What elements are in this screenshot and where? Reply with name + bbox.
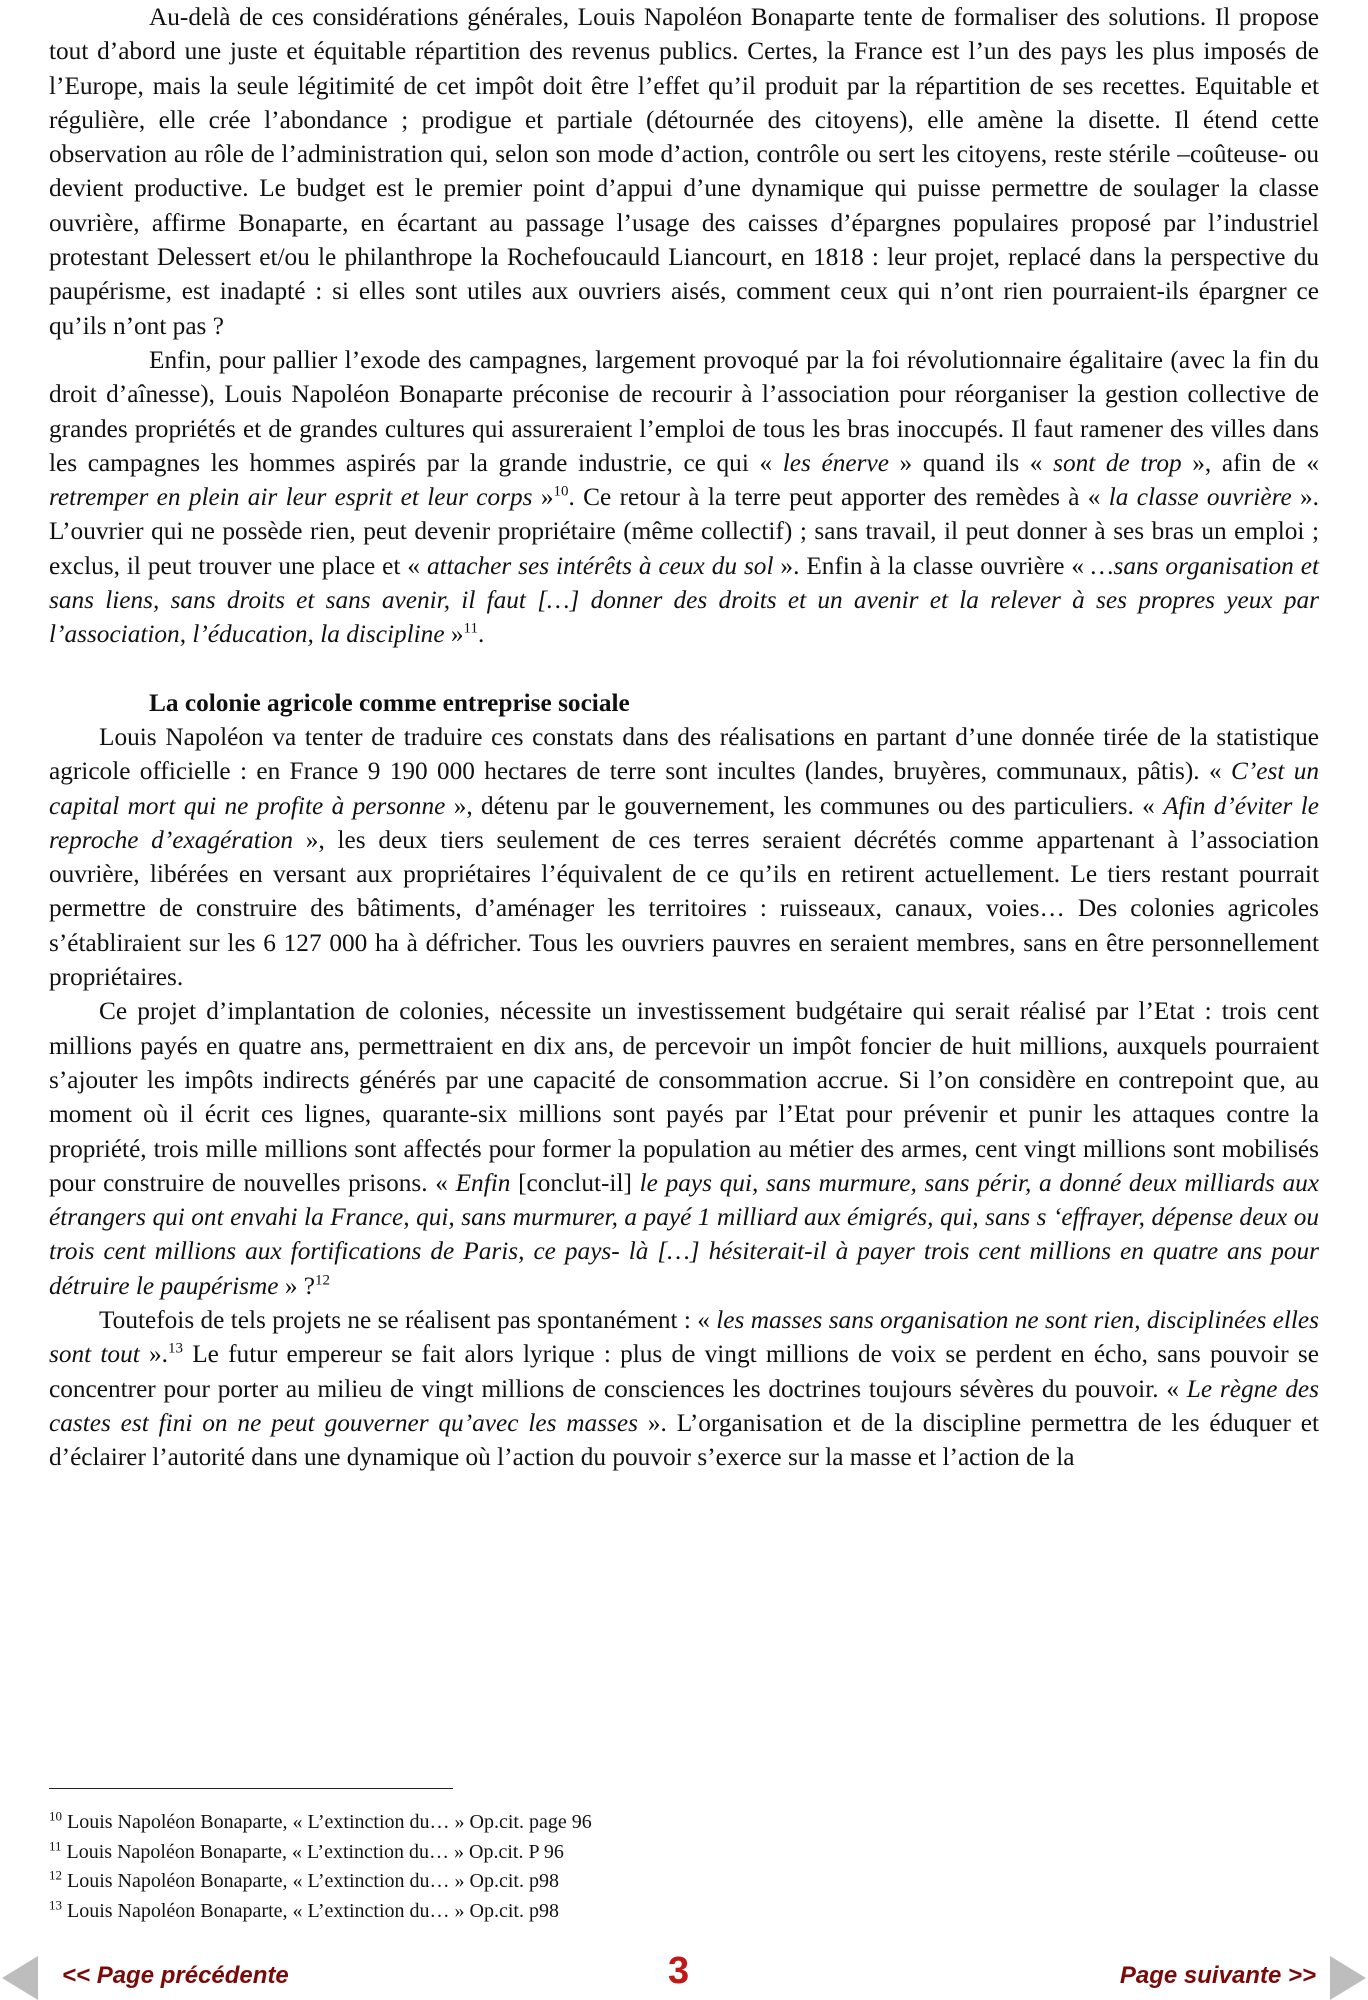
paragraph-3 xyxy=(49,720,1319,994)
quote: Afin d’éviter le reproche d’exagération xyxy=(49,791,1319,854)
paragraph-text: Enfin, pour pallier l’exode des campagnes, largement provoqué par la foi révolutionnaire égalitaire (avec la fin du droit d’aînesse), Louis Napoléon Bonaparte préconise de recourir à l’association pour réorganiser la gestion collective de grandes propriétés et de grandes cultures qui assureraient l’emploi de tous les bras inoccupés. Il faut ramener des villes dans les campagnes les hommes aspirés par la grande industrie, ce qui « xyxy=(49,345,1319,477)
paragraph-text: . xyxy=(478,620,485,649)
footnote xyxy=(49,1867,949,1897)
quote: attacher ses intérêts à ceux du sol xyxy=(426,551,774,580)
arrow-left-icon[interactable] xyxy=(2,1956,38,2000)
footnote-number: 13 xyxy=(49,1896,62,1912)
footnotes xyxy=(49,1808,949,1926)
footnote-text: Louis Napoléon Bonaparte, « L’extinction du… » Op.cit. P 96 xyxy=(61,1840,564,1863)
footnote xyxy=(49,1897,949,1927)
quote: …sans organisation et sans liens, sans droits et sans avenir, il faut […] donner des droits et un avenir et la relever à ses propres yeux par l’association, l’éducation, la discipline xyxy=(49,551,1319,649)
spacer xyxy=(49,652,1319,686)
paragraph-text: » xyxy=(532,483,554,512)
paragraph-text: ». xyxy=(139,1340,168,1369)
paragraph-text: Louis Napoléon va tenter de traduire ces constats dans des réalisations en partant d’une donnée tirée de la statistique agricole officielle : en France 9 190 000 hectares de terre sont incultes (landes, bruyères, communaux, pâtis). « xyxy=(49,722,1319,786)
footnote-separator xyxy=(49,1788,453,1789)
footnote-ref[interactable]: 12 xyxy=(315,1272,331,1289)
document-body xyxy=(49,0,1319,1474)
paragraph-text: », détenu par le gouvernement, les communes ou des particuliers. « xyxy=(445,791,1164,820)
footnote xyxy=(49,1838,949,1868)
paragraph-text: » quand ils « xyxy=(888,448,1054,477)
paragraph-5 xyxy=(49,1303,1319,1474)
quote: la classe ouvrière xyxy=(1108,483,1292,512)
paragraph-text: Ce projet d’implantation de colonies, nécessite un investissement budgétaire qui serait réalisé par l’Etat : trois cent millions payés en quatre ans, permettraient en dix ans, de percevoir un impôt foncier de huit millions, auxquels pourraient s’ajouter les impôts indirects générés par une capacité de consommation accrue. Si l’on considère en contrepoint que, au moment où il écrit ces lignes, quarante-six millions sont payés par l’Etat pour prévenir et punir les attaques contre la propriété, trois mille millions sont affectés pour former la population au métier des armes, cent vingt millions sont mobilisés pour construire de nouvelles prisons. « xyxy=(49,997,1319,1197)
quote: les masses sans organisation ne sont rien, disciplinées elles sont tout xyxy=(49,1305,1319,1369)
footnote-text: Louis Napoléon Bonaparte, « L’extinction du… » Op.cit. p98 xyxy=(62,1870,559,1892)
paragraph-text: ». L’organisation et de la discipline permettra de les éduquer et d’éclairer l’autorité dans une dynamique où l’action du pouvoir s’exerce sur la masse et l’action de la xyxy=(49,1408,1319,1472)
paragraph-text: ». L’ouvrier qui ne possède rien, peut devenir propriétaire (même collectif) ; sans travail, il peut donner à ses bras un emploi ; exclus, il peut trouver une place et « xyxy=(49,483,1320,580)
paragraph-text: », les deux tiers seulement de ces terres seraient décrétés comme appartenant à l’association ouvrière, libérées en versant aux propriétaires l’équivalent de ce qu’ils en retirent actuellement. Le tiers restant pourrait permettre de construire des bâtiments, d’aménager les territoires : ruisseaux, canaux, voies… Des colonies agricoles s’établiraient sur les 6 127 000 ha à défricher. Tous les ouvriers pauvres en seraient membres, sans en être personnellement propriétaires. xyxy=(49,825,1320,992)
paragraph-text: Le futur empereur se fait alors lyrique : plus de vingt millions de voix se perdent en écho, sans pouvoir se concentrer pour porter au milieu de vingt millions de consciences les doctrines toujours sévères du pouvoir. « xyxy=(49,1340,1319,1403)
footnote-text: Louis Napoléon Bonaparte, « L’extinction du… » Op.cit. p98 xyxy=(62,1899,559,1922)
quote: retremper en plein air leur esprit et leur corps xyxy=(49,483,533,512)
quote: sont de trop xyxy=(1053,448,1182,477)
page-navigation xyxy=(0,1950,1368,2000)
quote: Le règne des castes est fini on ne peut gouverner qu’avec les masses xyxy=(49,1374,1320,1437)
footnote-text: Louis Napoléon Bonaparte, « L’extinction du… » Op.cit. page 96 xyxy=(62,1811,592,1833)
section-heading: La colonie agricole comme entreprise sociale xyxy=(149,688,630,717)
quote: les énerve xyxy=(782,448,889,477)
quote: le pays qui, sans murmure, sans périr, a donné deux milliards aux étrangers qui ont envahi la France, qui, sans murmurer, a payé 1 milliard aux émigrés, qui, sans s ‘effrayer, dépense deux ou trois cent millions aux fortifications de Paris, ce pays- là […] hésiterait-il à payer trois cent millions en quatre ans pour détruire le paupérisme xyxy=(49,1168,1319,1300)
quote: Enfin xyxy=(455,1168,511,1197)
paragraph-text: Au-delà de ces considérations générales, Louis Napoléon Bonaparte tente de formaliser des solutions. Il propose tout d’abord une juste et équitable répartition des revenus publics. Certes, la France est l’un des pays les plus imposés de l’Europe, mais la seule légitimité de cet impôt doit être l’effet qu’il produit par la répartition de ses recettes. Equitable et régulière, elle crée l’abondance ; prodigue et partiale (détournée des citoyens), elle amène la disette. Il étend cette observation au rôle de l’administration qui, selon son mode d’action, contrôle ou sert les citoyens, reste stérile –coûteuse- ou devient productive. Le budget est le premier point d’appui d’une dynamique qui puisse permettre de soulager la classe ouvrière, affirme Bonaparte, en écartant au passage l’usage des caisses d’épargnes populaires proposé par l’industriel protestant Delessert et/ou le philanthrope la Rochefoucauld Liancourt, en 1818 : leur projet, replacé dans la perspective du paupérisme, est inadapté : si elles sont utiles aux ouvriers aisés, comment ceux qui n’ont rien pourraient-ils épargner ce qu’ils n’ont pas ? xyxy=(49,3,1319,340)
footnote-number: 11 xyxy=(49,1837,62,1853)
paragraph-text: » ? xyxy=(278,1271,316,1300)
previous-page-link[interactable]: << Page précédente xyxy=(62,1962,289,1989)
next-page-link[interactable]: Page suivante >> xyxy=(1119,1962,1316,1989)
footnote-number: 12 xyxy=(49,1867,62,1883)
footnote-ref[interactable]: 10 xyxy=(553,483,569,500)
paragraph-text: [conclut-il] xyxy=(510,1168,640,1197)
paragraph-text: ». Enfin à la classe ouvrière « xyxy=(773,551,1091,580)
paragraph-4 xyxy=(49,994,1319,1303)
paragraph-1 xyxy=(49,0,1319,343)
quote: C’est un capital mort qui ne profite à personne xyxy=(49,757,1319,820)
footnote-ref[interactable]: 13 xyxy=(167,1340,183,1357)
paragraph-text: », afin de « xyxy=(1181,448,1319,477)
page-number: 3 xyxy=(668,1950,690,1992)
arrow-right-icon[interactable] xyxy=(1330,1956,1366,2000)
footnote-number: 10 xyxy=(49,1808,62,1824)
paragraph-2 xyxy=(49,343,1319,652)
footnote-ref[interactable]: 11 xyxy=(463,620,478,637)
paragraph-text: . Ce retour à la terre peut apporter des remèdes à « xyxy=(568,483,1109,512)
footnote xyxy=(49,1808,949,1838)
paragraph-text: » xyxy=(444,620,464,649)
paragraph-text: Toutefois de tels projets ne se réalisent pas spontanément : « xyxy=(99,1305,717,1334)
